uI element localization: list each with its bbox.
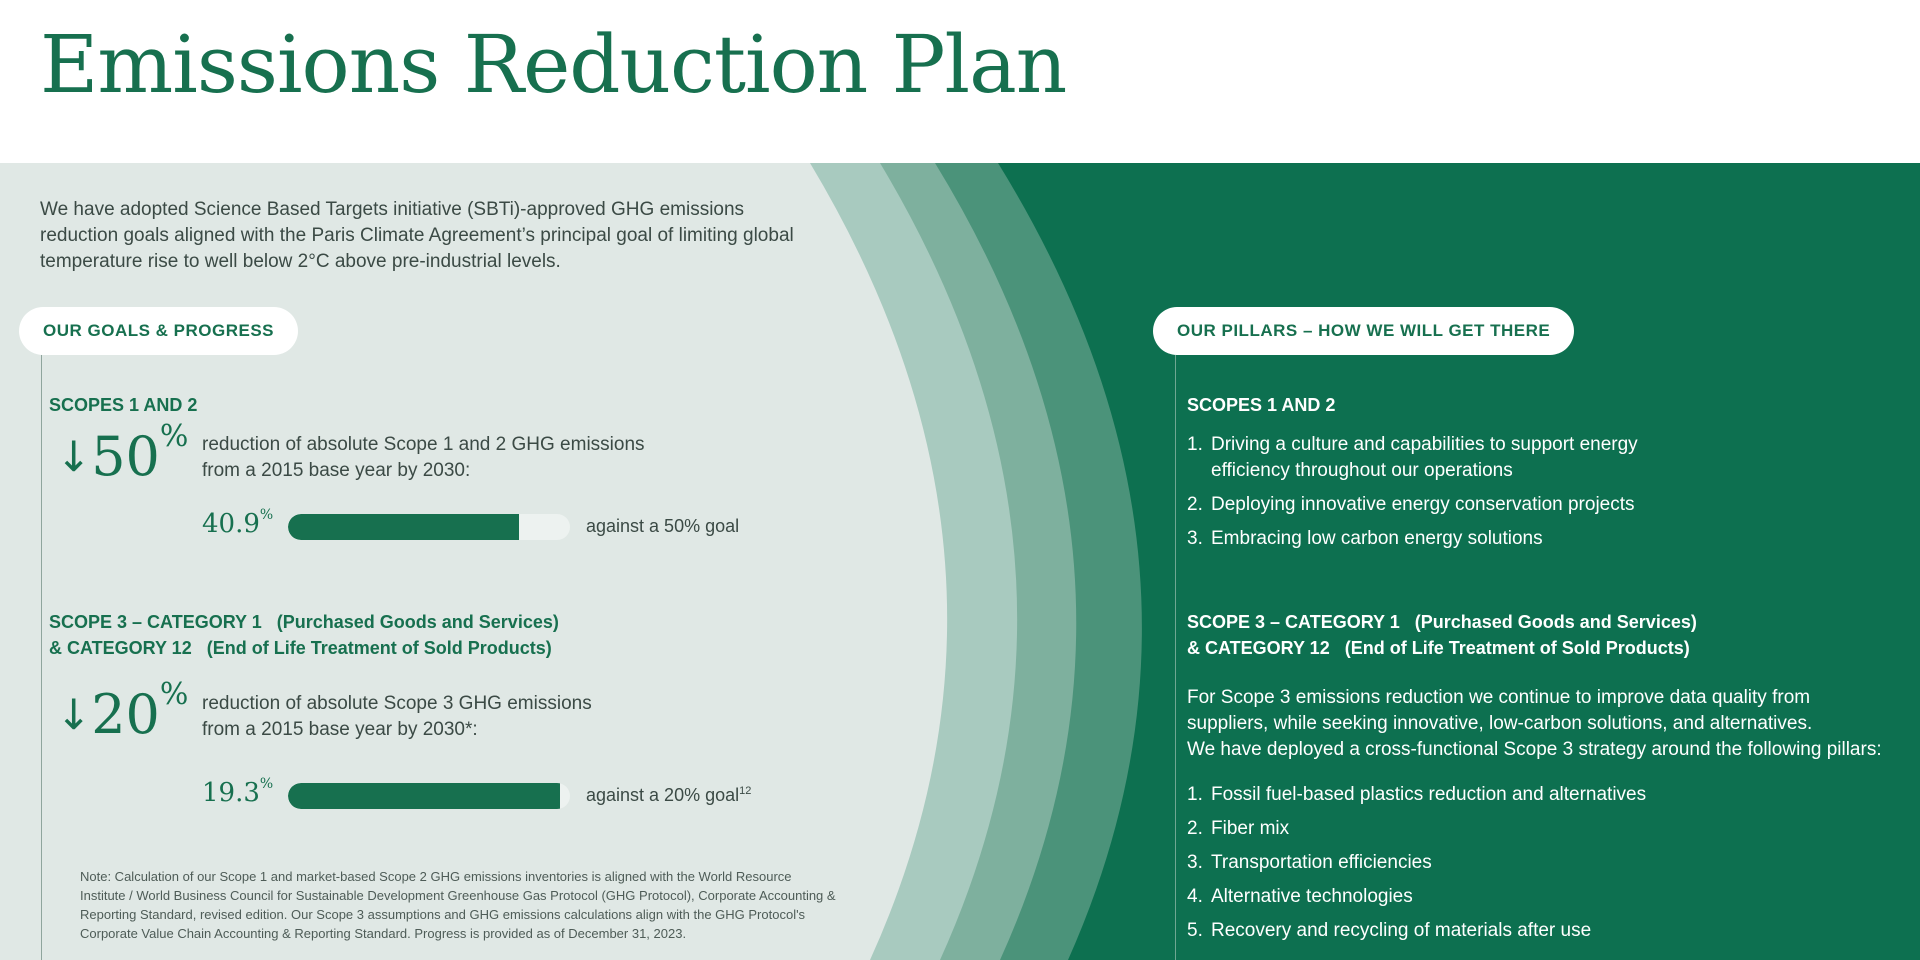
list-item: 3. Transportation efficiencies (1187, 852, 1432, 873)
scope3-progress-value: 19.3% (202, 776, 274, 808)
scope12-description: reduction of absolute Scope 1 and 2 GHG emissions from a 2015 base year by 2030: (202, 434, 645, 481)
scope12-progress-value: 40.9% (202, 507, 274, 539)
scope3-progress-fill (288, 783, 560, 809)
pillars-scope3-paragraph: For Scope 3 emissions reduction we continue to improve data quality from suppliers, while seeking innovative, low-carbon solutions, and alternatives. We have deployed a cross-functional Scope 3 strategy around the following pillars: (1187, 687, 1882, 760)
pillars-pill: OUR PILLARS – HOW WE WILL GET THERE (1153, 307, 1574, 355)
goals-scope3-heading: SCOPE 3 – CATEGORY 1 (Purchased Goods and Services) & CATEGORY 12 (End of Life Treatment of Sold Products) (49, 612, 559, 658)
list-item: 1. Fossil fuel-based plastics reduction and alternatives (1187, 784, 1647, 805)
scope12-goal-text: against a 50% goal (586, 516, 740, 536)
scope12-progress-bar (288, 514, 570, 540)
goals-progress-pill: OUR GOALS & PROGRESS (19, 307, 298, 355)
page-title: Emissions Reduction Plan (40, 18, 1067, 111)
arrow-down-icon: ↓ (56, 432, 92, 481)
list-item: 2. Fiber mix (1187, 818, 1290, 839)
list-item: 1. Driving a culture and capabilities to support energy efficiency throughout our operations (1187, 434, 1638, 481)
footnote: Note: Calculation of our Scope 1 and market-based Scope 2 GHG emissions inventories is aligned with the World Resource Institute / World Business Council for Sustainable Development Greenhouse Gas Protocol (GHG Protocol), Corporate Accounting & Reporting Standard, revised edition. Our Scope 3 assumptions and GHG emissions calculations align with the GHG Protocol's Corporate Value Chain Accounting & Reporting Standard. Progress is provided as of December 31, 2023. (80, 869, 836, 941)
intro-text: We have adopted Science Based Targets initiative (SBTi)-approved GHG emissions reduction goals aligned with the Paris Climate Agreement’s principal goal of limiting global temperature rise to well below 2°C above pre-industrial levels. (40, 199, 794, 272)
list-item: 4. Alternative technologies (1187, 886, 1413, 907)
scope12-target: ↓50% (56, 419, 189, 488)
list-item: 2. Deploying innovative energy conservation projects (1187, 494, 1635, 515)
pillars-scope3-list (1187, 782, 1887, 944)
pillars-scope3-heading: SCOPE 3 – CATEGORY 1 (Purchased Goods and Services) & CATEGORY 12 (End of Life Treatment of Sold Products) (1187, 612, 1697, 658)
list-item: 5. Recovery and recycling of materials after use (1187, 920, 1592, 941)
scope12-progress-fill (288, 514, 519, 540)
content-panel (0, 163, 1920, 960)
goals-scope12-heading: SCOPES 1 AND 2 (49, 395, 198, 415)
scope3-progress-bar (288, 783, 570, 809)
scope3-target: ↓20% (56, 677, 189, 746)
pillars-scope12-list (1187, 432, 1707, 552)
scope3-goal-text: against a 20% goal$^{12}$ (586, 785, 752, 805)
arrow-down-icon: ↓ (56, 690, 92, 739)
pillars-divider-line (1175, 355, 1176, 960)
pillars-scope12-heading: SCOPES 1 AND 2 (1187, 395, 1336, 415)
scope3-description: reduction of absolute Scope 3 GHG emissions from a 2015 base year by 2030*: (202, 693, 592, 740)
goals-divider-line (41, 355, 42, 960)
list-item: 3. Embracing low carbon energy solutions (1187, 528, 1543, 549)
